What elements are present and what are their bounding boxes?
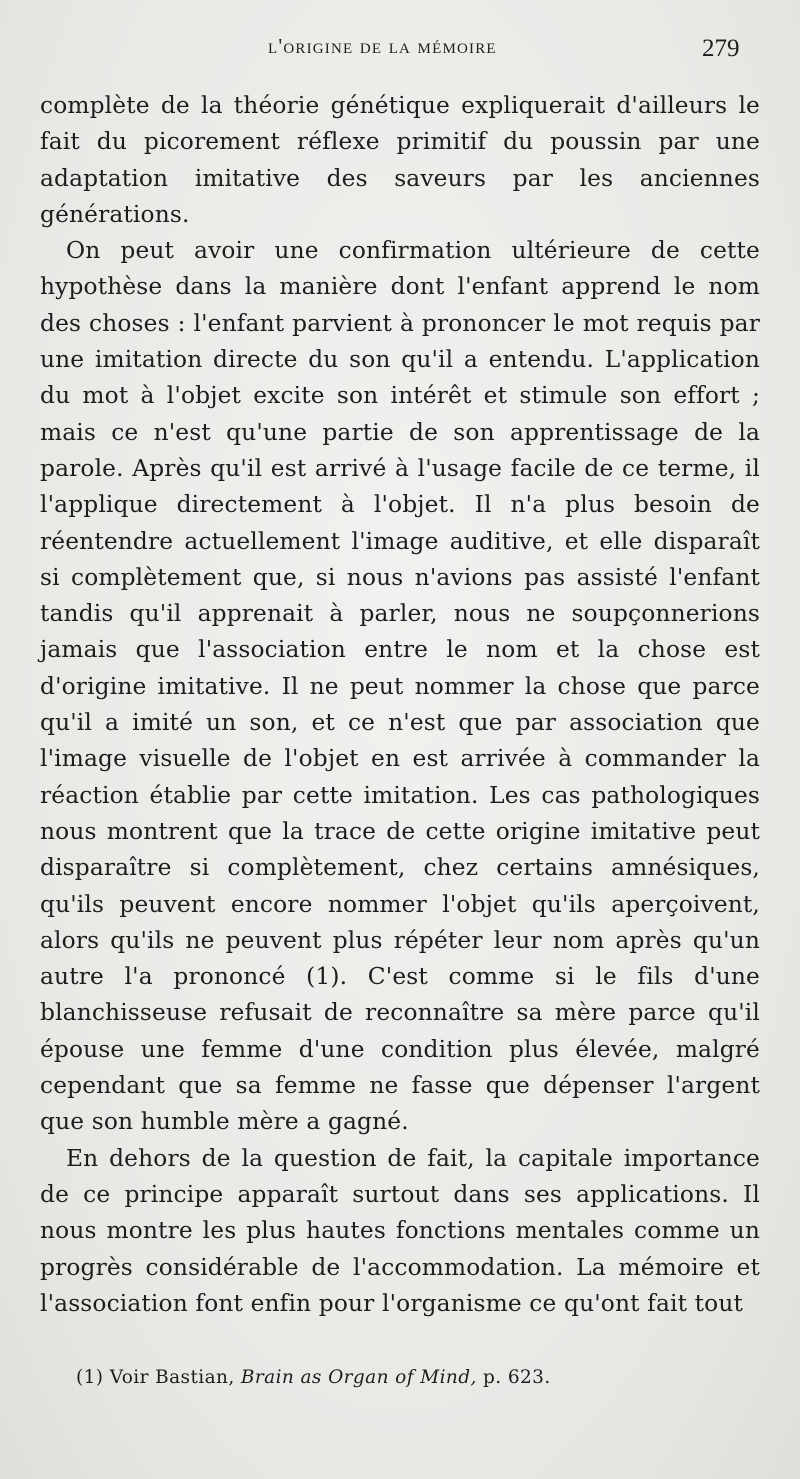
body-text	[40, 88, 760, 1322]
paragraph-principle-applications: En dehors de la question de fait, la capitale importance de ce principe apparaît surtout dans ses applications. Il nous montre les plus hautes fonctions mentales comme un progrès considérable de l'accommodation. La mémoire et l'association font enfin pour l'organisme ce qu'ont fait tout	[40, 1144, 760, 1317]
footnote-prefix: Voir Bastian,	[109, 1367, 235, 1388]
footnote-cited-title: Brain as Organ of Mind,	[240, 1367, 477, 1388]
running-title: l'origine de la mémoire	[268, 34, 497, 58]
footnote-marker: (1)	[76, 1367, 104, 1388]
page-number: 279	[702, 35, 740, 62]
running-head	[0, 34, 800, 64]
paragraph-continuation: complète de la théorie génétique expliquerait d'ailleurs le fait du picorement réflexe primitif du poussin par une adaptation imitative des saveurs par les anciennes générations.	[40, 92, 760, 228]
paragraph-child-language: On peut avoir une confirmation ultérieure de cette hypothèse dans la manière dont l'enfant apprend le nom des choses : l'enfant parvient à prononcer le mot requis par une imitation directe du son qu'il a entendu. L'application du mot à l'objet excite son intérêt et stimule son effort ; mais ce n'est qu'une partie de son apprentissage de la parole. Après qu'il est arrivé à l'usage facile de ce terme, il l'applique directement à l'objet. Il n'a plus besoin de réentendre actuellement l'image auditive, et elle disparaît si complètement que, si nous n'avions pas assisté l'enfant tandis qu'il apprenait à parler, nous ne soupçonnerions jamais que l'association entre le nom et la chose est d'origine imitative. Il ne peut nommer la chose que parce qu'il a imité un son, et ce n'est que par association que l'image visuelle de l'objet en est arrivée à commander la réaction établie par cette imitation. Les cas pathologiques nous montrent que la trace de cette origine imitative peut disparaître si complètement, chez certains amnésiques, qu'ils peuvent encore nommer l'objet qu'ils aperçoivent, alors qu'ils ne peuvent plus répéter leur nom après qu'un autre l'a prononcé (1). C'est comme si le fils d'une blanchisseuse refusait de reconnaître sa mère parce qu'il épouse une femme d'une condition plus élevée, malgré cependant que sa femme ne fasse que dépenser l'argent que son humble mère a gagné.	[40, 237, 760, 1136]
footnote-page-ref: p. 623.	[483, 1367, 551, 1388]
footnote	[76, 1367, 551, 1388]
